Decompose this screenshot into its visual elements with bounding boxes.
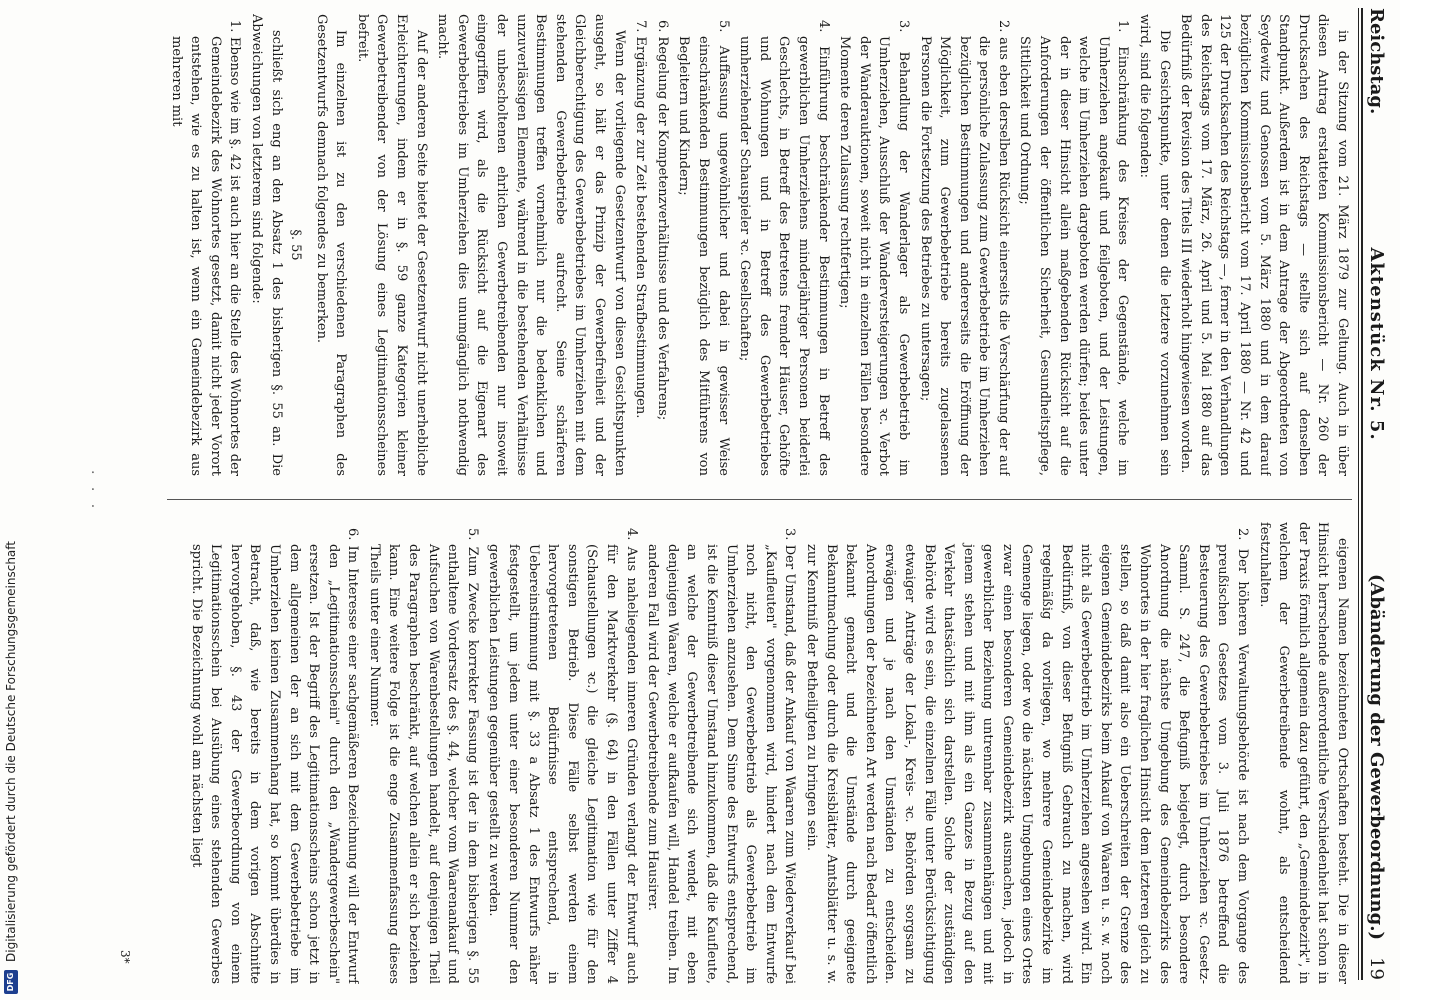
header-right: (Abänderung der Gewerbeordnung.) [1366, 573, 1387, 940]
paragraph: Die Gesichtspunkte, unter denen die letztere vorzunehmen sein wird, sind die folgenden: [1137, 14, 1172, 476]
page-number: 19 [1366, 957, 1387, 980]
page-header [1366, 8, 1396, 980]
list-item: 5. Auffassung ungewöhnlicher und dabei in gewisser Weise einschränkenden Bestimmungen bezüglich des Mitführens von Begleitern und Kindern; [676, 20, 731, 476]
list-item: 5. Zum Zwecke korrekter Fassung ist der in dem bisherigen §. 55 enthaltene Vordersatz des §. 44, welcher vom Waarenankauf und Aufsuchen von Warenbestellungen handelt, auf denjenigen Theil des Paragraphen beschränkt, auf welchen allein er sich beziehen kann. Eine weitere Folge ist die enge Zusammenfassung dieses Theils unter einer Nummer. [366, 528, 480, 984]
list-item: 3. Der Umstand, daß der Ankauf von Waaren zum Wiederverkauf bei „Kaufleuten" vorgenommen wird, hindert nach dem Entwurfe noch nicht, den Gewerbebetrieb als Gewerbebetrieb im Umherziehen anzusehen. Dem Sinne des Entwurfs entsprechend, ist die Kenntniß dieser Umstand hinzukommen, daß die Kaufleute, an welche der Gewerbetreibende sich wendet, mit eben denjenigen Waaren, welche er aufkaufen will, Handel treiben. Im anderen Fall wird der Gewerbetreibende zum Hausirer. [645, 528, 798, 984]
header-rule [1361, 8, 1363, 980]
list-item: 1. Einschränkung des Kreises der Gegenstände, welche im Umherziehen angekauft und feilgeboten, und der Leistungen, welche im Umherziehen dargeboten werden dürfen; beides unter der in dieser Hinsicht allein maßgebenden Rücksicht auf die Anforderungen der öffentlichen Sicherheit, Gesundheitspflege, Sittlichkeit und Ordnung; [1017, 20, 1131, 476]
list-item: 2. Der höheren Verwaltungsbehörde ist nach dem Vorgange des preußischen Gesetzes vom 3. Juli 1876 betreffend die Besteuerung des Gewerbebetriebes im Umherziehen ꝛc. Gesetz-Samml. S. 247, die Befugniß beigelegt, durch besondere Anordnung die nächste Umgebung des Gemeindebezirks des Wohnortes in der hier fraglichen Hinsicht dem letzteren gleich zu stellen, so daß damit also ein Ueberschreiten der Grenze des eigenen Gemeindebezirks beim Ankauf von Waaren u. s. w. noch nicht als Gewerbebetrieb im Umherziehen angesehen wird. Ein Bedürfniß, von dieser Befugniß Gebrauch zu machen, wird regelmäßig da vorliegen, wo mehrere Gemeindebezirke im Gemenge liegen, oder wo die nächsten Umgebungen eines Ortes zwar einen besonderen Gemeindebezirk ausmachen, jedoch in gewerblicher Beziehung untrennbar zusammenhängen und mit jenem stehen und mit ihm als ein Ganzes in Bezug auf den Verkehr thatsächlich sich darstellen. Solche der zuständigen Behörde wird es sein, die einzelnen Fälle unter Berücksichtigung etwaiger Anträge der Lokal-, Kreis- ꝛc. Behörden sorgsam zu erwägen und je nach den Umständen zu entscheiden. Anordnungen der bezeichneten Art werden nach Bedarf öffentlich bekannt gemacht und die Umstände durch geeignete Bekanntmachung oder durch die Kreisblätter, Amtsblätter u. s. w. zur Kenntniß der Betheiligten zu bringen sein. [803, 528, 1251, 984]
list-item: 4. Einführung beschränkender Bestimmungen in Betreff des gewerblichen Umherziehens minderjähriger Personen beiderlei Geschlechts, in Betreff des Betretens fremder Häuser, Gehöfte und Wohnungen und in Betreff des Gewerbebetriebes umherziehender Schauspieler ꝛc. Gesellschaften; [737, 20, 831, 476]
list-item: 6. Im Interesse einer sachgemäßeren Bezeichnung will der Entwurf den „Legitimationsschein" durch den „Wandergewerbeschein" ersetzen. Ist der Begriff des Legitimationsscheins schon jetzt in dem allgemeinen der an sich mit dem Gewerbebetriebe im Umherziehen keinen Zusammenhang hat, so kommt überdies in Betracht, daß, wie bereits in dem vorigen Abschnitte hervorgehoben, §. 43 der Gewerbeordnung von einem Legitimationsschein bei Ausübung eines stehenden Gewerbes spricht. Die Bezeichnung wohl am nächsten liegt [188, 528, 361, 984]
scan-dots: · · · [84, 470, 100, 513]
paragraph: eigenen Namen bezeichneten Ortschaften besteht. Die in dieser Hinsicht herrschende außerordentliche Verschiedenheit hat schon in der Praxis förmlich allgemein dazu geführt, den „Gemeindebezirk", in welchem der Gewerbetreibende wohnt, als entscheidend festzuhalten. [1256, 522, 1350, 984]
header-left: Reichstag. [1366, 8, 1387, 115]
right-column [167, 522, 1352, 984]
list-item: 1. Ebenso wie im §. 42 ist auch hier an die Stelle des Wohnortes der Gemeindebezirk des Wohnortes gesetzt, damit nicht jeder Vorort entstehen, wie es zu halten ist, wenn ein Gemeindebezirk aus mehreren mit [168, 20, 243, 476]
list-item: 7. Ergänzung der zur Zeit bestehenden Strafbestimmungen. [633, 20, 649, 419]
list-item: 2. aus eben derselben Rücksicht einerseits die Verschärfung der auf die persönliche Zulassung zum Gewerbebetriebe im Umherziehen bezüglichen Bestimmungen und andererseits die Eröffnung der Möglichkeit, zum Gewerbebetriebe bereits zugelassenen Personen die Fortsetzung des Betriebes zu untersagen; [917, 20, 1011, 476]
digitization-credit [0, 0, 22, 1000]
list-item: 3. Behandlung der Wanderlager als Gewerbebetrieb im Umherziehen, Ausschluß der Wanderversteigerungen ꝛc. Verbot der Wanderauktionen, soweit nicht in einzelnen Fällen besondere Momente deren Zulassung rechtfertigen; [837, 20, 911, 476]
credit-text: Digitalisierung gefördert durch die Deutsche Forschungsgemeinschaft [4, 540, 18, 962]
list-item: 6. Regelung der Kompetenzverhältnisse und des Verfahrens; [654, 20, 670, 421]
header-title: Aktenstück Nr. 5. [1366, 247, 1387, 441]
paragraph: in der Sitzung vom 21. März 1879 zur Geltung. Auch in über diesen Antrag erstatteten Kommissionsbericht — Nr. 260 der Drucksachen des Reichstags — stellte sich auf denselben Standpunkt. Außerdem ist in dem Antrage der Abgeordneten von Seydewitz und Genossen vom 5. März 1880 und in dem darauf bezüglichen Kommissionsbericht vom 17. April 1880 — Nr. 42 und 125 der Drucksachen des Reichstags —, ferner in den Verhandlungen des Reichstags vom 17. März, 26. April und 5. Mai 1880 auf das Bedürfniß der Revision des Titels III wiederholt hingewiesen worden. [1178, 14, 1350, 476]
column-divider [167, 499, 1352, 500]
header-rule-thin [1358, 8, 1359, 980]
section-heading: §. 55 [288, 229, 304, 261]
left-column [167, 14, 1352, 476]
paragraph: schließt sich eng an den Absatz 1 des bisherigen §. 55 an. Die Abweichungen von letzterem sind folgende: [248, 14, 284, 476]
paragraph: Wenn der vorliegende Gesetzentwurf von diesen Gesichtspunkten ausgeht, so hält er das Prinzip der Gewerbefreiheit und der Gleichberechtigung des Gewerbebetriebes im Umherziehen mit dem stehenden Gewerbebetriebe aufrecht. Seine schärferen Bestimmungen treffen vornehmlich nur die bedenklichen und unzuverlässigen Elemente, während in die bestehenden Verhältnisse der unbescholtenen ehrlichen Gewerbetreibenden nur insoweit eingegriffen wird, als die Rücksicht auf die Eigenart des Gewerbebetriebes im Umherziehen dies unumgänglich nothwendig macht. [435, 14, 627, 476]
paragraph: Auf der anderen Seite bietet der Gesetzentwurf nicht unerhebliche Erleichterungen, indem er in §. 59 ganze Kategorien kleiner Gewerbetreibender von der Lösung eines Legitimationsscheines befreit. [354, 14, 429, 476]
list-item: 4. Aus naheliegenden inneren Gründen verlangt der Entwurf auch für den Marktverkehr (§. 64) in den Fällen unter Ziffer 4 (Schaustellungen ꝛc.) die gleiche Legitimation wie für den sonstigen Betrieb. Diese Fälle selbst werden einem hervorgetretenen Bedürfnisse entsprechend, in Uebereinstimmung mit §. 33 a Absatz 1 des Entwurfs näher festgestellt, um jedem unter einer besonderen Nummer den gewerblichen Leistungen gegenüber gestellt zu werden. [486, 528, 639, 984]
paragraph: Im einzelnen ist zu den verschiedenen Paragraphen des Gesetzentwurfs demnach folgendes zu bemerken. [313, 14, 349, 476]
signature-mark: 3* [118, 950, 132, 964]
dfg-logo: DFG [4, 970, 18, 994]
